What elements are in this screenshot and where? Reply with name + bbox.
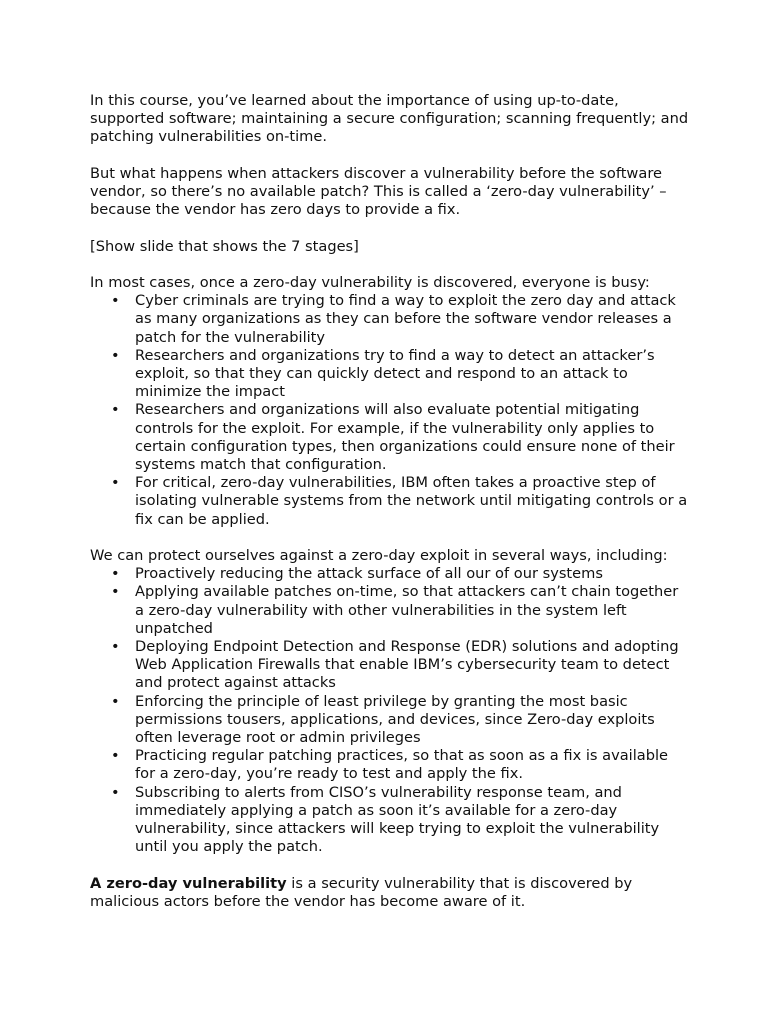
definition-paragraph bbox=[90, 875, 690, 911]
protect-list bbox=[90, 565, 690, 856]
bullet-icon: • bbox=[111, 747, 120, 765]
list-item bbox=[90, 747, 690, 783]
busy-intro-paragraph: In most cases, once a zero-day vulnerability is discovered, everyone is busy: bbox=[90, 273, 650, 291]
list-item bbox=[90, 401, 690, 474]
busy-list bbox=[90, 292, 690, 529]
paragraph-gap bbox=[90, 856, 690, 874]
list-item-text: For critical, zero-day vulnerabilities, IBM often takes a proactive step of isolating vulnerable systems from the network until mitigating controls or a fix can be applied. bbox=[135, 474, 688, 528]
bullet-icon: • bbox=[111, 565, 120, 583]
list-item bbox=[90, 347, 690, 402]
bullet-icon: • bbox=[111, 346, 120, 364]
list-item bbox=[90, 474, 690, 529]
bullet-icon: • bbox=[111, 474, 120, 492]
bullet-icon: • bbox=[111, 292, 120, 310]
document-page bbox=[90, 92, 690, 911]
paragraph-gap bbox=[90, 219, 690, 237]
bullet-icon: • bbox=[111, 401, 120, 419]
list-item-text: Researchers and organizations try to find a way to detect an attacker’s exploit, so that they can quickly detect and respond to an attack to minimize the impact bbox=[135, 346, 655, 401]
bullet-icon: • bbox=[111, 692, 120, 710]
list-item bbox=[90, 292, 690, 347]
intro-paragraph: In this course, you’ve learned about the importance of using up-to-date, supported software; maintaining a secure configuration; scanning frequently; and patching vulnerabilities on-time. bbox=[90, 92, 689, 146]
list-item bbox=[90, 583, 690, 638]
slide-note: [Show slide that shows the 7 stages] bbox=[90, 237, 359, 255]
list-item bbox=[90, 638, 690, 693]
bullet-icon: • bbox=[111, 583, 120, 601]
list-item-text: Practicing regular patching practices, so that as soon as a fix is available for a zero-day, you’re ready to test and apply the fix. bbox=[135, 747, 669, 783]
list-item-text: Deploying Endpoint Detection and Response (EDR) solutions and adopting Web Application Firewalls that enable IBM’s cybersecurity team to detect and protect against attacks bbox=[135, 638, 679, 692]
paragraph-gap bbox=[90, 147, 690, 165]
list-item-text: Cyber criminals are trying to find a way to exploit the zero day and attack as many organizations as they can before the software vendor releases a patch for the vulnerability bbox=[135, 292, 676, 346]
definition-text: is a security vulnerability that is discovered by malicious actors before the vendor has become aware of it. bbox=[90, 874, 633, 910]
list-item bbox=[90, 565, 690, 583]
definition-term: A zero-day vulnerability bbox=[90, 874, 287, 892]
list-item bbox=[90, 693, 690, 748]
list-item-text: Applying available patches on-time, so that attackers can’t chain together a zero-day vulnerability with other vulnerabilities in the system left unpatched bbox=[135, 583, 679, 637]
list-item-text: Proactively reducing the attack surface of all our of our systems bbox=[135, 565, 603, 583]
list-item bbox=[90, 784, 690, 857]
paragraph-gap bbox=[90, 529, 690, 547]
protect-intro-paragraph: We can protect ourselves against a zero-day exploit in several ways, including: bbox=[90, 547, 668, 565]
list-item-text: Enforcing the principle of least privilege by granting the most basic permissions tousers, applications, and devices, since Zero-day exploits often leverage root or admin privileges bbox=[135, 692, 655, 747]
question-paragraph: But what happens when attackers discover a vulnerability before the software vendor, so there’s no available patch? This is called a ‘zero-day vulnerability’ – because the vendor has zero days to provide a fix. bbox=[90, 164, 667, 219]
list-item-text: Researchers and organizations will also evaluate potential mitigating controls for the exploit. For example, if the vulnerability only applies to certain configuration types, then organizations could ensure none of their systems match that configuration. bbox=[135, 401, 675, 474]
bullet-icon: • bbox=[111, 783, 120, 801]
bullet-icon: • bbox=[111, 638, 120, 656]
paragraph-gap bbox=[90, 256, 690, 274]
list-item-text: Subscribing to alerts from CISO’s vulnerability response team, and immediately applying a patch as soon it’s available for a zero-day vulnerability, since attackers will keep trying to exploit the vulnerability until you apply the patch. bbox=[135, 783, 660, 856]
